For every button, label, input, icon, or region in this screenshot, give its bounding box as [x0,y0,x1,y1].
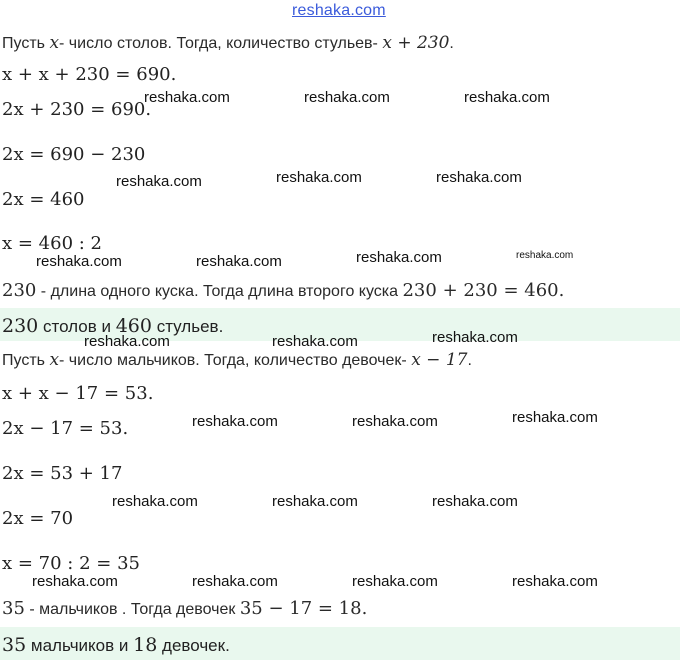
answer-number: 460 [115,315,152,337]
watermark: reshaka.com [192,413,278,430]
intro-text: Пусть [2,352,50,369]
conclusion-number: 35 [2,598,25,619]
equation: 2x = 70 [2,508,74,529]
intro-variable: x [49,350,60,370]
site-link[interactable]: reshaka.com [292,2,386,19]
watermark: reshaka.com [436,169,522,186]
conclusion-line [2,280,564,301]
conclusion-expression: 35 − 17 = 18. [239,598,368,619]
equation: x = 70 : 2 = 35 [2,553,140,574]
conclusion-number: 230 [2,280,37,301]
intro-text: Пусть [2,35,50,52]
intro-expression: x − 17 [411,350,468,370]
watermark: reshaka.com [192,573,278,590]
intro-rest: - число столов. Тогда, количество стульев- [59,35,383,52]
equation: x = 460 : 2 [2,233,102,254]
watermark: reshaka.com [276,169,362,186]
watermark: reshaka.com [84,333,170,350]
watermark: reshaka.com [196,253,282,270]
intro-end: . [449,35,454,52]
watermark: reshaka.com [512,573,598,590]
problem2-intro [2,350,472,370]
watermark: reshaka.com [512,409,598,426]
conclusion-expression: 230 + 230 = 460. [402,280,565,301]
problem1-intro [2,33,454,53]
watermark: reshaka.com [112,493,198,510]
intro-variable: x [49,33,60,53]
watermark: reshaka.com [32,573,118,590]
conclusion-text: - длина одного куска. Тогда длина второго куска [36,283,403,300]
equation: 2x + 230 = 690. [2,99,152,120]
watermark: reshaka.com [432,329,518,346]
watermark: reshaka.com [356,249,442,266]
equation: 2x = 690 − 230 [2,144,146,165]
equation: 2x = 460 [2,189,85,210]
conclusion-line [2,598,367,619]
answer-number: 230 [2,315,39,337]
intro-expression: x + 230 [382,33,450,53]
answer-text [2,634,230,656]
watermark: reshaka.com [432,493,518,510]
watermark: reshaka.com [516,250,574,261]
equation: 2x = 53 + 17 [2,463,123,484]
equation: x + x − 17 = 53. [2,383,154,404]
watermark: reshaka.com [304,89,390,106]
watermark: reshaka.com [36,253,122,270]
watermark: reshaka.com [116,173,202,190]
equation: x + x + 230 = 690. [2,64,177,85]
answer-box [0,627,680,660]
conclusion-text: - мальчиков . Тогда девочек [24,601,240,618]
answer-label: девочек. [157,636,230,655]
answer-label: столов и [38,317,116,336]
answer-number: 18 [133,634,158,656]
watermark: reshaka.com [352,573,438,590]
watermark: reshaka.com [464,89,550,106]
watermark: reshaka.com [144,89,230,106]
answer-number: 35 [2,634,27,656]
watermark: reshaka.com [272,493,358,510]
equation: 2x − 17 = 53. [2,418,129,439]
intro-rest: - число мальчиков. Тогда, количество девочек- [59,352,412,369]
watermark: reshaka.com [352,413,438,430]
intro-end: . [467,352,472,369]
answer-label: стульев. [151,317,224,336]
answer-label: мальчиков и [26,636,134,655]
watermark: reshaka.com [272,333,358,350]
